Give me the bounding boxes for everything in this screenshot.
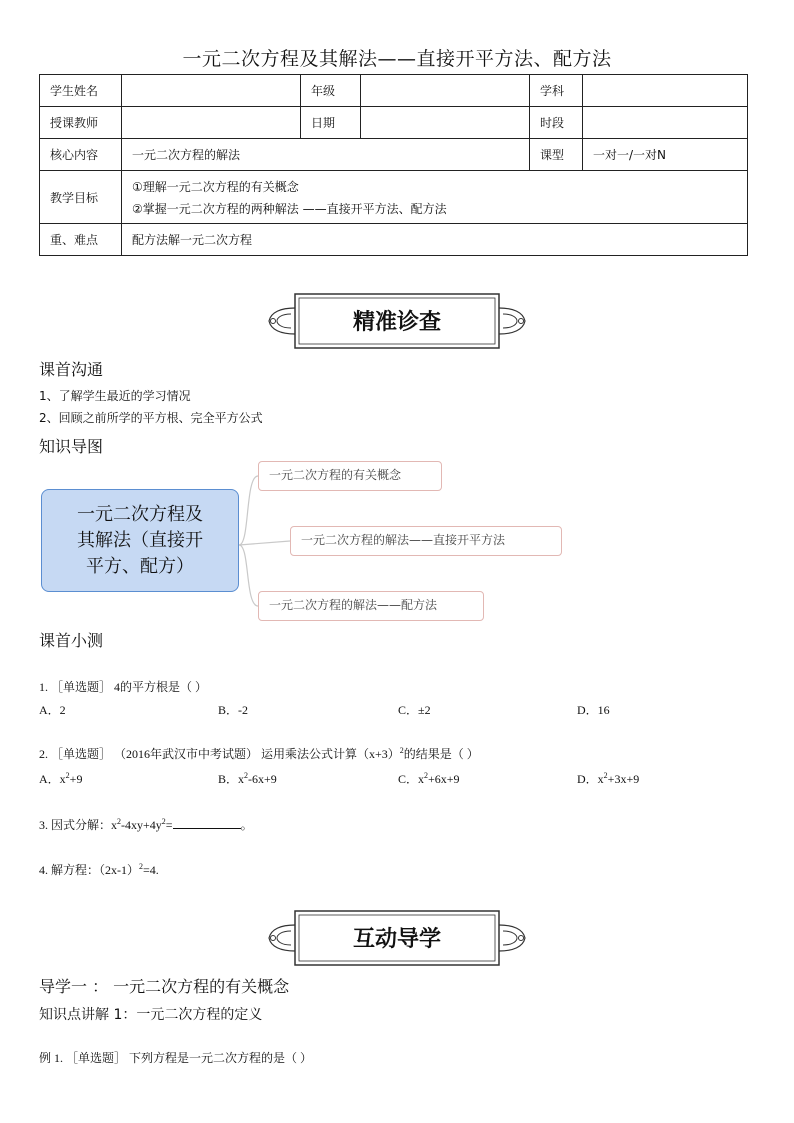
section-heading-knowledge-map: 知识导图 [39,437,104,456]
time-value [583,107,748,139]
date-value [361,107,530,139]
teaching-goals-label: 教学目标 [40,171,122,224]
question-3: 3. 因式分解：$x^2-4xy+4y^2=$ 。 [39,817,253,832]
mind-map-node-direct-root: 一元二次方程的解法——直接开平方法 [290,526,562,556]
time-label: 时段 [530,107,583,139]
question-4: 4. 解方程：$(2x-1)^2=4$. [39,862,159,877]
section-banner-interactive [263,907,531,969]
section-heading-communicate: 课首沟通 [39,360,104,379]
core-content-label: 核心内容 [40,139,122,171]
grade-label: 年级 [301,75,361,107]
question-2-option-a: A．$x^2+9$ [39,771,83,786]
question-1-option-b: B．-2 [218,703,249,717]
center-line-3: 平方、配方） [86,556,194,577]
teaching-goals-value [122,171,748,224]
answer-blank[interactable] [173,818,241,829]
grade-value [361,75,530,107]
center-line-2: 其解法（直接开 [77,530,203,551]
student-name-label: 学生姓名 [40,75,122,107]
question-2-stem: 2. ［单选题］ （2016年武汉市中考试题） 运用乘法公式计算$(x+3)^2$的结果是（ ） [39,746,479,761]
key-points-label: 重、难点 [40,224,122,256]
communicate-item-2: 2、回顾之前所学的平方根、完全平方公式 [39,411,263,425]
question-1-option-c: C．±2 [398,703,431,717]
mind-map-node-completing-square: 一元二次方程的解法——配方法 [258,591,484,621]
question-2-option-b: B．$x^2-6x+9$ [218,771,277,786]
date-label: 日期 [301,107,361,139]
banner-title: 精准诊查 [352,309,441,335]
subject-label: 学科 [530,75,583,107]
goal-2: ②掌握一元二次方程的两种解法 ——直接开平方法、配方法 [132,201,447,216]
question-1-option-a: A．2 [39,703,66,717]
section-heading-quiz: 课首小测 [39,631,104,650]
guide-heading: 导学一 ： 一元二次方程的有关概念 [39,977,290,996]
teacher-label: 授课教师 [40,107,122,139]
center-line-1: 一元二次方程及 [77,504,203,525]
question-1-stem: 1. ［单选题］ 4的平方根是（ ） [39,680,208,694]
example-1-stem: 例 1. ［单选题］ 下列方程是一元二次方程的是（ ） [39,1051,313,1065]
subject-value [583,75,748,107]
goal-1: ①理解一元二次方程的有关概念 [132,179,299,194]
section-banner-diagnosis [263,290,531,352]
key-points-value: 配方法解一元二次方程 [122,224,748,256]
mind-map-center-node [41,489,239,592]
course-type-value: 一对一/一对N [583,139,748,171]
communicate-item-1: 1、了解学生最近的学习情况 [39,389,191,403]
course-type-label: 课型 [530,139,583,171]
core-content-value: 一元二次方程的解法 [122,139,530,171]
page-title: 一元二次方程及其解法——直接开平方法、配方法 [182,48,612,70]
lesson-info-table [39,74,748,256]
question-2-option-d: D．$x^2+3x+9$ [577,771,640,786]
banner-title: 互动导学 [352,926,441,952]
question-2-option-c: C．$x^2+6x+9$ [398,771,460,786]
knowledge-point-heading: 知识点讲解 1：一元二次方程的定义 [39,1007,263,1023]
question-1-option-d: D．16 [577,703,610,717]
mind-map-node-concepts: 一元二次方程的有关概念 [258,461,442,491]
teacher-value [122,107,301,139]
student-name-value [122,75,301,107]
